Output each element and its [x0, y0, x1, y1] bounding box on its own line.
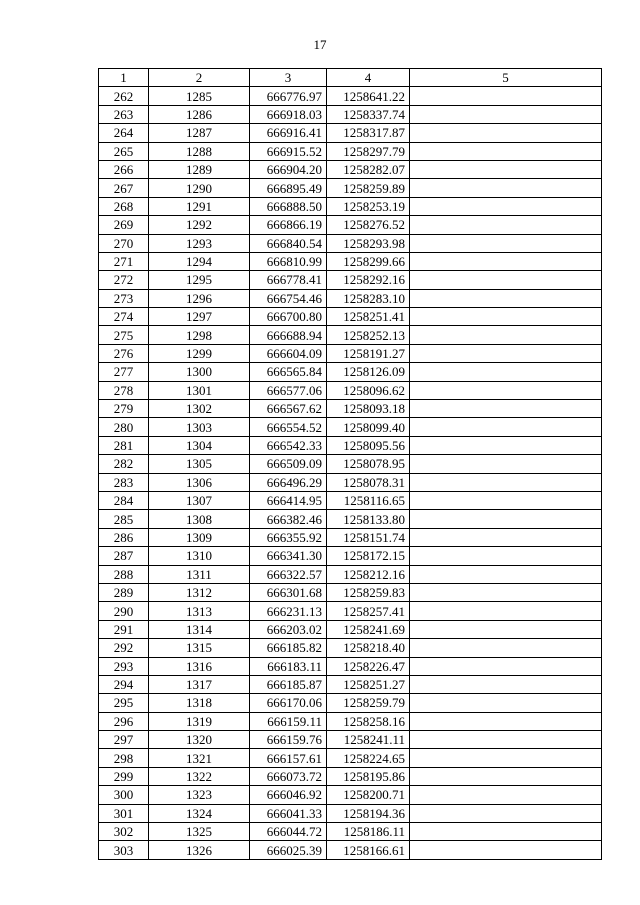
point-number-cell: 1314	[149, 620, 250, 638]
y-coordinate-cell: 1258226.47	[327, 657, 410, 675]
row-number-cell: 278	[99, 381, 149, 399]
y-coordinate-cell: 1258093.18	[327, 400, 410, 418]
point-number-cell: 1320	[149, 731, 250, 749]
note-cell	[410, 271, 602, 289]
y-coordinate-cell: 1258194.36	[327, 804, 410, 822]
x-coordinate-cell: 666301.68	[250, 583, 327, 601]
note-cell	[410, 565, 602, 583]
point-number-cell: 1316	[149, 657, 250, 675]
table-row	[99, 436, 602, 454]
point-number-cell: 1292	[149, 216, 250, 234]
row-number-cell: 281	[99, 436, 149, 454]
row-number-cell: 282	[99, 455, 149, 473]
y-coordinate-cell: 1258078.95	[327, 455, 410, 473]
x-coordinate-cell: 666183.11	[250, 657, 327, 675]
x-coordinate-cell: 666565.84	[250, 363, 327, 381]
table-row	[99, 547, 602, 565]
row-number-cell: 276	[99, 344, 149, 362]
row-number-cell: 284	[99, 491, 149, 509]
note-cell	[410, 216, 602, 234]
table-row	[99, 271, 602, 289]
point-number-cell: 1302	[149, 400, 250, 418]
column-header-1: 1	[99, 69, 149, 87]
note-cell	[410, 455, 602, 473]
note-cell	[410, 823, 602, 841]
point-number-cell: 1293	[149, 234, 250, 252]
row-number-cell: 296	[99, 712, 149, 730]
note-cell	[410, 344, 602, 362]
table-row	[99, 142, 602, 160]
table-row	[99, 841, 602, 859]
note-cell	[410, 767, 602, 785]
y-coordinate-cell: 1258257.41	[327, 602, 410, 620]
row-number-cell: 300	[99, 786, 149, 804]
note-cell	[410, 639, 602, 657]
x-coordinate-cell: 666840.54	[250, 234, 327, 252]
x-coordinate-cell: 666918.03	[250, 105, 327, 123]
table-row	[99, 823, 602, 841]
table-row	[99, 657, 602, 675]
row-number-cell: 289	[99, 583, 149, 601]
note-cell	[410, 547, 602, 565]
point-number-cell: 1301	[149, 381, 250, 399]
note-cell	[410, 712, 602, 730]
x-coordinate-cell: 666159.11	[250, 712, 327, 730]
point-number-cell: 1286	[149, 105, 250, 123]
point-number-cell: 1326	[149, 841, 250, 859]
y-coordinate-cell: 1258099.40	[327, 418, 410, 436]
point-number-cell: 1306	[149, 473, 250, 491]
table-row	[99, 583, 602, 601]
x-coordinate-cell: 666073.72	[250, 767, 327, 785]
table-row	[99, 473, 602, 491]
note-cell	[410, 160, 602, 178]
y-coordinate-cell: 1258251.41	[327, 308, 410, 326]
x-coordinate-cell: 666542.33	[250, 436, 327, 454]
table-row	[99, 804, 602, 822]
table-row	[99, 528, 602, 546]
x-coordinate-cell: 666185.87	[250, 675, 327, 693]
note-cell	[410, 234, 602, 252]
table-row	[99, 749, 602, 767]
table-row	[99, 289, 602, 307]
row-number-cell: 295	[99, 694, 149, 712]
row-number-cell: 273	[99, 289, 149, 307]
table-row	[99, 491, 602, 509]
row-number-cell: 277	[99, 363, 149, 381]
y-coordinate-cell: 1258258.16	[327, 712, 410, 730]
row-number-cell: 293	[99, 657, 149, 675]
table-row	[99, 234, 602, 252]
point-number-cell: 1290	[149, 179, 250, 197]
y-coordinate-cell: 1258224.65	[327, 749, 410, 767]
row-number-cell: 301	[99, 804, 149, 822]
y-coordinate-cell: 1258133.80	[327, 510, 410, 528]
y-coordinate-cell: 1258283.10	[327, 289, 410, 307]
y-coordinate-cell: 1258241.69	[327, 620, 410, 638]
note-cell	[410, 786, 602, 804]
column-header-5: 5	[410, 69, 602, 87]
note-cell	[410, 252, 602, 270]
row-number-cell: 270	[99, 234, 149, 252]
note-cell	[410, 87, 602, 105]
y-coordinate-cell: 1258259.79	[327, 694, 410, 712]
table-row	[99, 694, 602, 712]
table-row	[99, 87, 602, 105]
y-coordinate-cell: 1258095.56	[327, 436, 410, 454]
row-number-cell: 299	[99, 767, 149, 785]
y-coordinate-cell: 1258259.83	[327, 583, 410, 601]
row-number-cell: 303	[99, 841, 149, 859]
page-number: 17	[313, 37, 327, 52]
y-coordinate-cell: 1258282.07	[327, 160, 410, 178]
note-cell	[410, 326, 602, 344]
x-coordinate-cell: 666688.94	[250, 326, 327, 344]
table-header	[99, 69, 602, 87]
x-coordinate-cell: 666355.92	[250, 528, 327, 546]
table-row	[99, 639, 602, 657]
table-row	[99, 252, 602, 270]
point-number-cell: 1295	[149, 271, 250, 289]
point-number-cell: 1304	[149, 436, 250, 454]
point-number-cell: 1300	[149, 363, 250, 381]
x-coordinate-cell: 666414.95	[250, 491, 327, 509]
note-cell	[410, 289, 602, 307]
note-cell	[410, 418, 602, 436]
table-row	[99, 565, 602, 583]
row-number-cell: 266	[99, 160, 149, 178]
row-number-cell: 271	[99, 252, 149, 270]
y-coordinate-cell: 1258292.16	[327, 271, 410, 289]
row-number-cell: 297	[99, 731, 149, 749]
y-coordinate-cell: 1258252.13	[327, 326, 410, 344]
note-cell	[410, 436, 602, 454]
note-cell	[410, 510, 602, 528]
y-coordinate-cell: 1258172.15	[327, 547, 410, 565]
x-coordinate-cell: 666157.61	[250, 749, 327, 767]
x-coordinate-cell: 666044.72	[250, 823, 327, 841]
row-number-cell: 302	[99, 823, 149, 841]
x-coordinate-cell: 666810.99	[250, 252, 327, 270]
y-coordinate-cell: 1258191.27	[327, 344, 410, 362]
table-row	[99, 602, 602, 620]
row-number-cell: 275	[99, 326, 149, 344]
point-number-cell: 1318	[149, 694, 250, 712]
y-coordinate-cell: 1258297.79	[327, 142, 410, 160]
table-row	[99, 308, 602, 326]
x-coordinate-cell: 666866.19	[250, 216, 327, 234]
x-coordinate-cell: 666322.57	[250, 565, 327, 583]
note-cell	[410, 197, 602, 215]
note-cell	[410, 400, 602, 418]
point-number-cell: 1311	[149, 565, 250, 583]
y-coordinate-cell: 1258096.62	[327, 381, 410, 399]
y-coordinate-cell: 1258276.52	[327, 216, 410, 234]
table-row	[99, 216, 602, 234]
table-row	[99, 731, 602, 749]
x-coordinate-cell: 666577.06	[250, 381, 327, 399]
y-coordinate-cell: 1258151.74	[327, 528, 410, 546]
row-number-cell: 262	[99, 87, 149, 105]
note-cell	[410, 620, 602, 638]
note-cell	[410, 749, 602, 767]
y-coordinate-cell: 1258166.61	[327, 841, 410, 859]
table-row	[99, 418, 602, 436]
x-coordinate-cell: 666904.20	[250, 160, 327, 178]
point-number-cell: 1313	[149, 602, 250, 620]
point-number-cell: 1299	[149, 344, 250, 362]
x-coordinate-cell: 666025.39	[250, 841, 327, 859]
table-row	[99, 344, 602, 362]
table-row	[99, 381, 602, 399]
row-number-cell: 288	[99, 565, 149, 583]
row-number-cell: 285	[99, 510, 149, 528]
note-cell	[410, 308, 602, 326]
x-coordinate-cell: 666776.97	[250, 87, 327, 105]
table-row	[99, 179, 602, 197]
table-row	[99, 675, 602, 693]
row-number-cell: 265	[99, 142, 149, 160]
column-header-3: 3	[250, 69, 327, 87]
note-cell	[410, 694, 602, 712]
note-cell	[410, 473, 602, 491]
x-coordinate-cell: 666159.76	[250, 731, 327, 749]
table-row	[99, 400, 602, 418]
y-coordinate-cell: 1258251.27	[327, 675, 410, 693]
x-coordinate-cell: 666888.50	[250, 197, 327, 215]
x-coordinate-cell: 666915.52	[250, 142, 327, 160]
row-number-cell: 280	[99, 418, 149, 436]
point-number-cell: 1322	[149, 767, 250, 785]
row-number-cell: 267	[99, 179, 149, 197]
point-number-cell: 1288	[149, 142, 250, 160]
point-number-cell: 1285	[149, 87, 250, 105]
row-number-cell: 290	[99, 602, 149, 620]
point-number-cell: 1319	[149, 712, 250, 730]
note-cell	[410, 731, 602, 749]
header-row	[99, 69, 602, 87]
row-number-cell: 292	[99, 639, 149, 657]
note-cell	[410, 657, 602, 675]
row-number-cell: 287	[99, 547, 149, 565]
x-coordinate-cell: 666203.02	[250, 620, 327, 638]
row-number-cell: 291	[99, 620, 149, 638]
x-coordinate-cell: 666604.09	[250, 344, 327, 362]
point-number-cell: 1317	[149, 675, 250, 693]
x-coordinate-cell: 666496.29	[250, 473, 327, 491]
table-row	[99, 124, 602, 142]
table-row	[99, 620, 602, 638]
x-coordinate-cell: 666754.46	[250, 289, 327, 307]
note-cell	[410, 142, 602, 160]
point-number-cell: 1324	[149, 804, 250, 822]
note-cell	[410, 179, 602, 197]
y-coordinate-cell: 1258299.66	[327, 252, 410, 270]
note-cell	[410, 381, 602, 399]
y-coordinate-cell: 1258212.16	[327, 565, 410, 583]
table-body	[99, 87, 602, 859]
y-coordinate-cell: 1258200.71	[327, 786, 410, 804]
x-coordinate-cell: 666778.41	[250, 271, 327, 289]
note-cell	[410, 124, 602, 142]
row-number-cell: 298	[99, 749, 149, 767]
y-coordinate-cell: 1258337.74	[327, 105, 410, 123]
point-number-cell: 1315	[149, 639, 250, 657]
x-coordinate-cell: 666567.62	[250, 400, 327, 418]
x-coordinate-cell: 666041.33	[250, 804, 327, 822]
x-coordinate-cell: 666341.30	[250, 547, 327, 565]
row-number-cell: 283	[99, 473, 149, 491]
point-number-cell: 1303	[149, 418, 250, 436]
x-coordinate-cell: 666554.52	[250, 418, 327, 436]
table-row	[99, 160, 602, 178]
row-number-cell: 279	[99, 400, 149, 418]
table-row	[99, 363, 602, 381]
note-cell	[410, 841, 602, 859]
y-coordinate-cell: 1258218.40	[327, 639, 410, 657]
note-cell	[410, 602, 602, 620]
point-number-cell: 1323	[149, 786, 250, 804]
row-number-cell: 294	[99, 675, 149, 693]
column-header-4: 4	[327, 69, 410, 87]
note-cell	[410, 363, 602, 381]
y-coordinate-cell: 1258078.31	[327, 473, 410, 491]
y-coordinate-cell: 1258641.22	[327, 87, 410, 105]
y-coordinate-cell: 1258293.98	[327, 234, 410, 252]
table-row	[99, 712, 602, 730]
point-number-cell: 1307	[149, 491, 250, 509]
x-coordinate-cell: 666382.46	[250, 510, 327, 528]
point-number-cell: 1289	[149, 160, 250, 178]
x-coordinate-cell: 666170.06	[250, 694, 327, 712]
column-header-2: 2	[149, 69, 250, 87]
x-coordinate-cell: 666046.92	[250, 786, 327, 804]
table-row	[99, 326, 602, 344]
note-cell	[410, 491, 602, 509]
row-number-cell: 272	[99, 271, 149, 289]
x-coordinate-cell: 666185.82	[250, 639, 327, 657]
point-number-cell: 1325	[149, 823, 250, 841]
x-coordinate-cell: 666231.13	[250, 602, 327, 620]
point-number-cell: 1296	[149, 289, 250, 307]
table-row	[99, 455, 602, 473]
point-number-cell: 1287	[149, 124, 250, 142]
point-number-cell: 1321	[149, 749, 250, 767]
row-number-cell: 268	[99, 197, 149, 215]
table-row	[99, 510, 602, 528]
row-number-cell: 286	[99, 528, 149, 546]
row-number-cell: 264	[99, 124, 149, 142]
note-cell	[410, 804, 602, 822]
note-cell	[410, 528, 602, 546]
table-row	[99, 767, 602, 785]
note-cell	[410, 583, 602, 601]
table-row	[99, 105, 602, 123]
x-coordinate-cell: 666509.09	[250, 455, 327, 473]
row-number-cell: 263	[99, 105, 149, 123]
x-coordinate-cell: 666700.80	[250, 308, 327, 326]
y-coordinate-cell: 1258253.19	[327, 197, 410, 215]
y-coordinate-cell: 1258116.65	[327, 491, 410, 509]
point-number-cell: 1294	[149, 252, 250, 270]
point-number-cell: 1291	[149, 197, 250, 215]
y-coordinate-cell: 1258195.86	[327, 767, 410, 785]
y-coordinate-cell: 1258317.87	[327, 124, 410, 142]
point-number-cell: 1312	[149, 583, 250, 601]
point-number-cell: 1309	[149, 528, 250, 546]
x-coordinate-cell: 666895.49	[250, 179, 327, 197]
row-number-cell: 269	[99, 216, 149, 234]
y-coordinate-cell: 1258126.09	[327, 363, 410, 381]
point-number-cell: 1297	[149, 308, 250, 326]
note-cell	[410, 675, 602, 693]
y-coordinate-cell: 1258186.11	[327, 823, 410, 841]
point-number-cell: 1298	[149, 326, 250, 344]
coordinates-table	[98, 68, 602, 860]
point-number-cell: 1310	[149, 547, 250, 565]
row-number-cell: 274	[99, 308, 149, 326]
y-coordinate-cell: 1258259.89	[327, 179, 410, 197]
note-cell	[410, 105, 602, 123]
point-number-cell: 1305	[149, 455, 250, 473]
x-coordinate-cell: 666916.41	[250, 124, 327, 142]
point-number-cell: 1308	[149, 510, 250, 528]
table-row	[99, 786, 602, 804]
table-row	[99, 197, 602, 215]
y-coordinate-cell: 1258241.11	[327, 731, 410, 749]
